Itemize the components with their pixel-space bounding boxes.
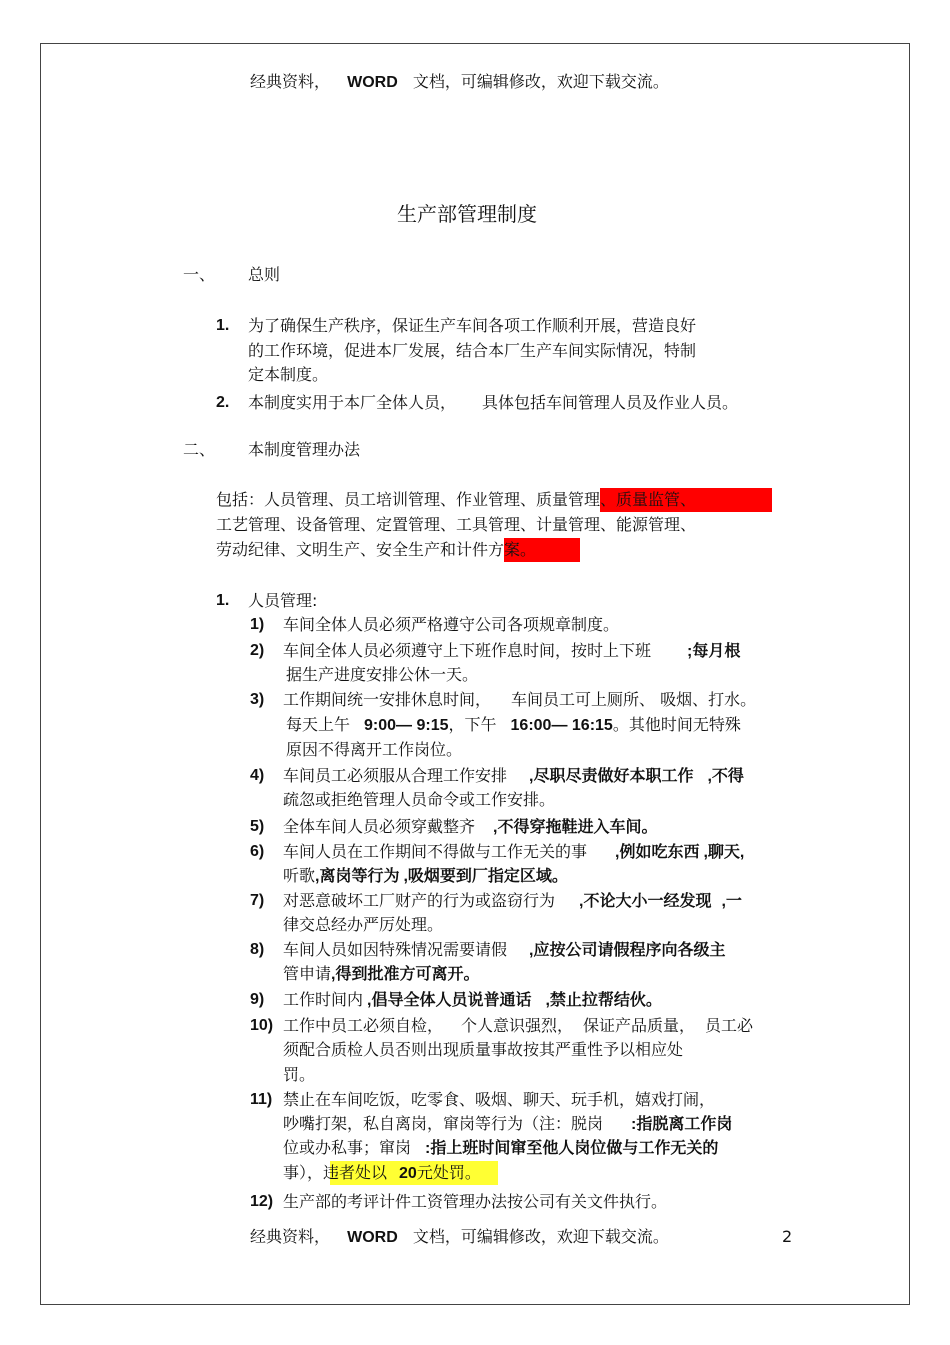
rule-number: 3) xyxy=(250,691,265,708)
rule-number: 12) xyxy=(250,1193,274,1210)
rule-number: 6) xyxy=(250,843,265,860)
rule-number: 10) xyxy=(250,1017,274,1034)
rule-text: 车间人员在工作期间不得做与工作无关的事 ,例如吃东西 ,聊天, xyxy=(283,842,745,861)
rule-text: 须配合质检人员否则出现质量事故按其严重性予以相应处 xyxy=(283,1040,684,1059)
item-text: 定本制度。 xyxy=(248,365,329,384)
rule-text: 车间员工必须服从合理工作安排 ,尽职尽责做好本职工作 ,不得 xyxy=(283,766,744,785)
penalty-highlighted-text: 违者处以 20元处罚。 xyxy=(323,1163,481,1182)
item-text: 的工作环境，促进本厂发展，结合本厂生产车间实际情况，特制 xyxy=(248,341,697,360)
page-footer: 经典资料， WORD 文档，可编辑修改，欢迎下载交流。 xyxy=(250,1227,669,1246)
rule-number: 8) xyxy=(250,941,265,958)
rule-text: 生产部的考评计件工资管理办法按公司有关文件执行。 xyxy=(283,1192,668,1211)
rule-text: 律交总经办严厉处理。 xyxy=(283,915,444,934)
item-number: 1. xyxy=(216,592,230,609)
page-header: 经典资料， WORD 文档，可编辑修改，欢迎下载交流。 xyxy=(250,72,669,91)
rule-number: 11) xyxy=(250,1091,273,1108)
rule-text: 车间全体人员必须遵守上下班作息时间，按时上下班 ;每月根 xyxy=(283,641,741,660)
rule-text: 疏忽或拒绝管理人员命令或工作安排。 xyxy=(283,790,556,809)
rule-text: 据生产进度安排公休一天。 xyxy=(286,665,479,684)
rule-text: 原因不得离开工作岗位。 xyxy=(286,740,463,759)
subsection-heading: 人员管理: xyxy=(248,591,318,610)
rule-text: 罚。 xyxy=(283,1065,316,1084)
rule-text: 听歌,离岗等行为 ,吸烟要到厂指定区域。 xyxy=(283,866,568,885)
paragraph-line: 工艺管理、设备管理、定置管理、工具管理、计量管理、能源管理、 xyxy=(216,515,697,534)
paragraph-line: 劳动纪律、文明生产、安全生产和计件方案。 xyxy=(216,540,537,559)
page-title: 生产部管理制度 xyxy=(397,202,537,226)
rule-text: 位或办私事；窜岗 :指上班时间窜至他人岗位做与工作无关的 xyxy=(283,1138,719,1157)
rule-text: 车间全体人员必须严格遵守公司各项规章制度。 xyxy=(283,615,620,634)
rule-text: 全体车间人员必须穿戴整齐 ,不得穿拖鞋进入车间。 xyxy=(283,817,658,836)
rule-number: 1) xyxy=(250,616,265,633)
rule-number: 5) xyxy=(250,818,265,835)
rule-text: 事），违者处以 20元处罚。 xyxy=(283,1163,481,1182)
rule-number: 4) xyxy=(250,767,265,784)
paragraph-line: 包括：人员管理、员工培训管理、作业管理、质量管理、质量监管、 xyxy=(216,490,697,509)
item-number: 1. xyxy=(216,317,230,334)
section-heading: 本制度管理办法 xyxy=(248,440,361,459)
rule-number: 2) xyxy=(250,642,265,659)
rule-text: 管申请,得到批准方可离开。 xyxy=(283,964,480,983)
rule-text: 车间人员如因特殊情况需要请假 ,应按公司请假程序向各级主 xyxy=(283,940,726,959)
rule-text: 工作期间统一安排休息时间， 车间员工可上厕所、 吸烟、打水。 xyxy=(283,690,757,709)
rule-text: 每天上午 9:00— 9:15，下午 16:00— 16:15。其他时间无特殊 xyxy=(286,715,741,734)
rule-text: 工作中员工必须自检， 个人意识强烈， 保证产品质量， 员工必 xyxy=(283,1016,754,1035)
page-number: 2 xyxy=(782,1227,793,1246)
rule-text: 工作时间内 ,倡导全体人员说普通话 ,禁止拉帮结伙。 xyxy=(283,990,662,1009)
item-text: 本制度实用于本厂全体人员， 具体包括车间管理人员及作业人员。 xyxy=(248,393,739,412)
rule-text: 对恶意破坏工厂财产的行为或盗窃行为 ,不论大小一经发现 ,一 xyxy=(283,891,742,910)
section-heading: 总则 xyxy=(248,265,281,284)
rule-text: 禁止在车间吃饭，吃零食、吸烟、聊天、玩手机，嬉戏打闹， xyxy=(283,1090,716,1109)
item-text: 为了确保生产秩序，保证生产车间各项工作顺利开展，营造良好 xyxy=(248,316,697,335)
section-number: 一、 xyxy=(183,265,216,284)
rule-number: 7) xyxy=(250,892,265,909)
section-number: 二、 xyxy=(183,440,216,459)
item-number: 2. xyxy=(216,394,230,411)
rule-text: 吵嘴打架，私自离岗，窜岗等行为（注：脱岗 :指脱离工作岗 xyxy=(283,1114,733,1133)
rule-number: 9) xyxy=(250,991,265,1008)
